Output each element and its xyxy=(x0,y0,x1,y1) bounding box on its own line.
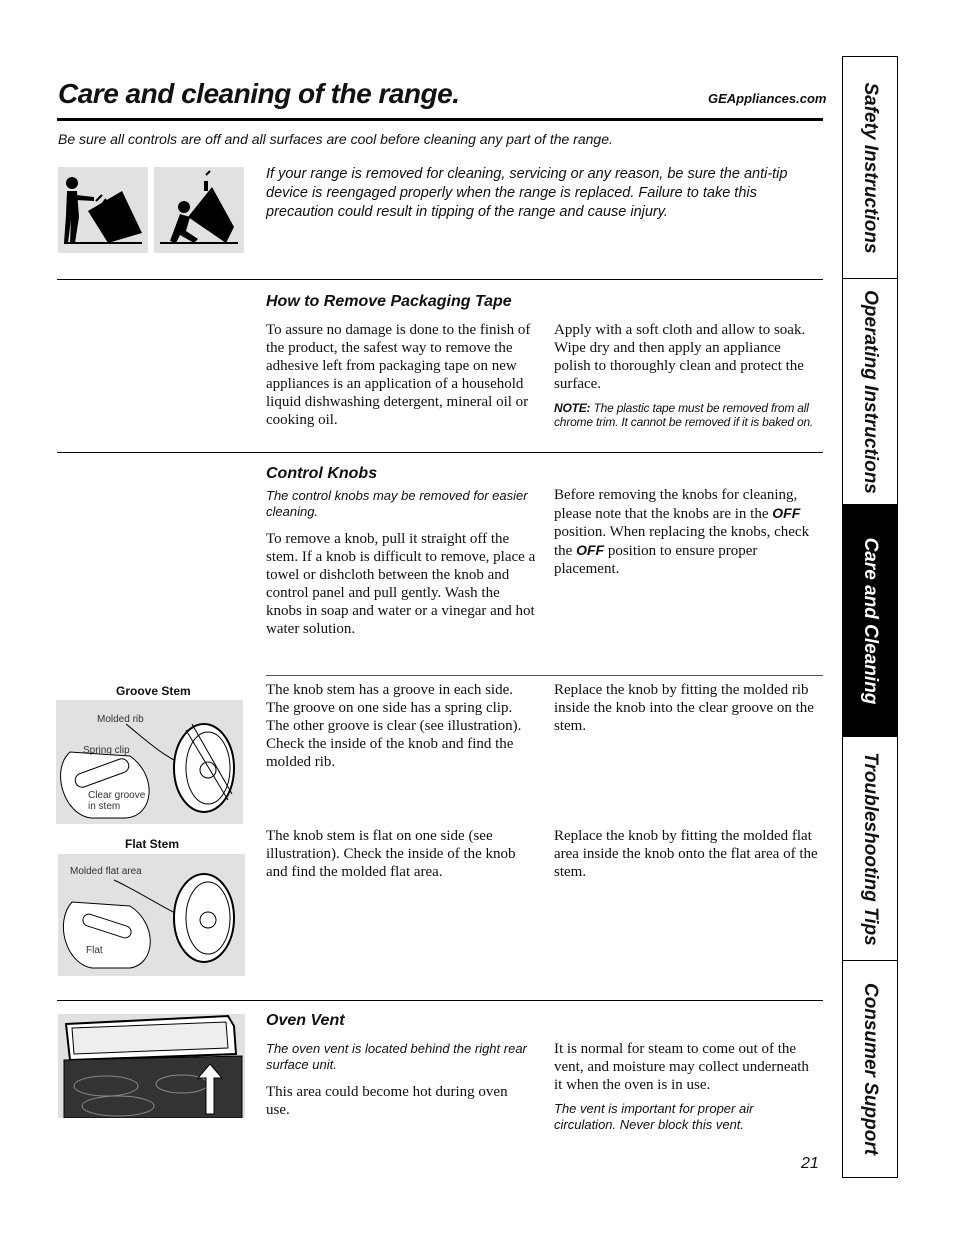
control-knobs-left-text: To remove a knob, pull it straight off the stem. If a knob is difficult to remove, place a towel or dishcloth between the knob and control panel and pull gently. Wash the knobs in soap and water or a vinegar and hot water solution. xyxy=(266,531,536,637)
molded-rib-label: Molded rib xyxy=(97,714,144,725)
anti-tip-warning: If your range is removed for cleaning, servicing or any reason, be sure the anti-tip device is reengaged properly when the range is replaced. Failure to take this precaution could result in tipping of the range and cause injury. xyxy=(266,166,788,220)
tab-safety-instructions[interactable]: Safety Instructions xyxy=(843,57,897,279)
control-knobs-intro: The control knobs may be removed for easier cleaning. xyxy=(266,488,528,519)
anti-tip-illustration-2 xyxy=(154,167,244,253)
section-divider xyxy=(57,279,823,280)
tab-troubleshooting-tips[interactable]: Troubleshooting Tips xyxy=(843,737,897,961)
oven-vent-right-text: It is normal for steam to come out of the vent, and moisture may collect underneath it when the oven is in use. xyxy=(554,1041,809,1093)
clear-groove-label: Clear groove in stem xyxy=(88,790,146,812)
packaging-tape-right-text: Apply with a soft cloth and allow to soak. Wipe dry and then apply an appliance polish to thoroughly clean and protect the surface. xyxy=(554,322,806,392)
anti-tip-illustration-1 xyxy=(58,167,148,253)
groove-stem-right-text: Replace the knob by fitting the molded rib inside the knob into the clear groove on the stem. xyxy=(554,682,814,734)
warning-line: Be sure all controls are off and all surfaces are cool before cleaning any part of the range. xyxy=(58,131,613,147)
groove-stem-illustration xyxy=(56,700,243,824)
section-tabs xyxy=(842,56,898,1178)
off-label: OFF xyxy=(772,505,801,521)
page-number: 21 xyxy=(801,1155,819,1172)
oven-vent-note: The vent is important for proper air circulation. Never block this vent. xyxy=(554,1101,754,1132)
section-divider xyxy=(57,1000,823,1001)
flat-stem-left-text: The knob stem is flat on one side (see illustration). Check the inside of the knob and find the molded flat area. xyxy=(266,828,516,880)
oven-vent-left-text: This area could become hot during oven use. xyxy=(266,1084,508,1118)
packaging-tape-heading: How to Remove Packaging Tape xyxy=(266,293,512,310)
groove-stem-left-text: The knob stem has a groove in each side. The groove on one side has a spring clip. The other groove is clear (see illustration). Check the inside of the knob and find the molded rib. xyxy=(266,682,522,770)
off-label: OFF xyxy=(576,542,605,558)
flat-stem-label: Flat Stem xyxy=(125,837,180,851)
page-title: Care and cleaning of the range. xyxy=(58,78,460,109)
flat-label: Flat xyxy=(86,945,103,956)
subsection-divider xyxy=(266,675,823,676)
oven-vent-intro: The oven vent is located behind the right rear surface unit. xyxy=(266,1041,527,1072)
oven-vent-heading: Oven Vent xyxy=(266,1012,345,1029)
oven-vent-illustration xyxy=(58,1014,245,1118)
tab-care-and-cleaning[interactable]: Care and Cleaning xyxy=(843,505,897,737)
spring-clip-label: Spring clip xyxy=(83,745,130,756)
note-label: NOTE: xyxy=(554,401,591,415)
packaging-tape-left-text: To assure no damage is done to the finish of the product, the safest way to remove the adhesive left from packaging tape on new appliances is an application of a household liquid dishwashing detergent, mineral oil or cooking oil. xyxy=(266,322,531,428)
tab-operating-instructions[interactable]: Operating Instructions xyxy=(843,279,897,505)
section-divider xyxy=(57,452,823,453)
control-knobs-heading: Control Knobs xyxy=(266,465,378,482)
flat-stem-right-text: Replace the knob by fitting the molded flat area inside the knob onto the flat area of the stem. xyxy=(554,828,818,880)
packaging-tape-note xyxy=(554,401,826,429)
control-knobs-right-text: Before removing the knobs for cleaning, please note that the knobs are in the OFF position. When replacing the knobs, check the OFF position to ensure proper placement. xyxy=(554,487,810,577)
molded-flat-area-label: Molded flat area xyxy=(70,866,142,877)
note-text: The plastic tape must be removed from all chrome trim. It cannot be removed if it is baked on. xyxy=(554,401,814,429)
header-rule xyxy=(57,118,823,121)
website-link: GEAppliances.com xyxy=(708,91,827,106)
groove-stem-label: Groove Stem xyxy=(116,684,191,698)
tab-consumer-support[interactable]: Consumer Support xyxy=(860,982,881,1156)
